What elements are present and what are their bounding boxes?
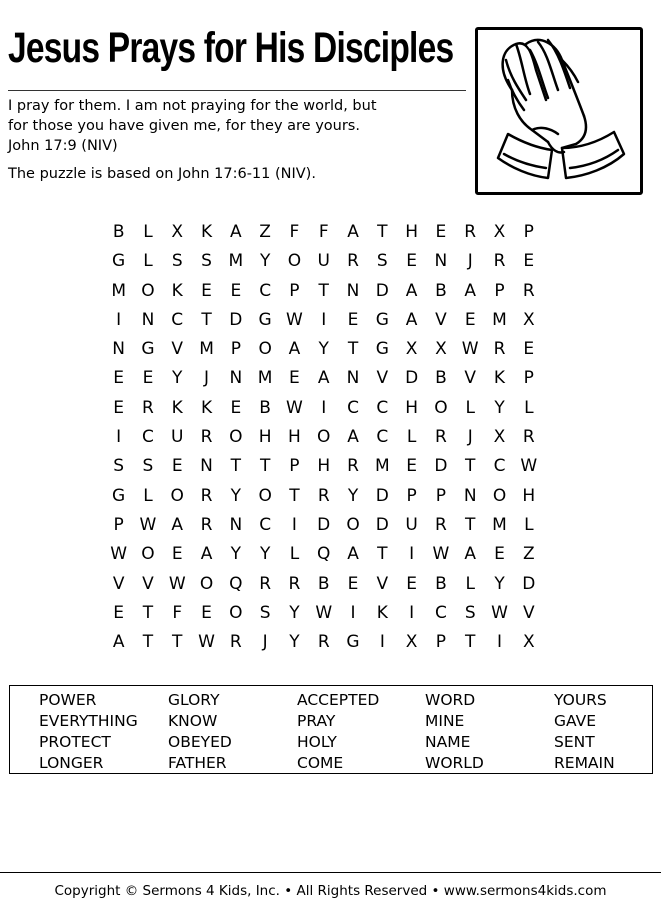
grid-letter: O (258, 485, 272, 506)
grid-letter: M (492, 514, 507, 535)
grid-letter: A (347, 544, 359, 565)
grid-letter: A (464, 544, 477, 565)
grid-letter: M (228, 251, 244, 272)
grid-letter: X (493, 427, 506, 448)
grid-letter: Y (494, 573, 505, 594)
grid-letter: Z (522, 544, 535, 565)
grid-letter: O (434, 397, 448, 418)
grid-letter: D (375, 514, 389, 535)
word-bank (9, 685, 653, 774)
grid-letter: I (497, 632, 503, 653)
word-bank-item: EVERYTHING (39, 712, 138, 730)
grid-letter: L (465, 397, 475, 418)
grid-letter: H (258, 427, 272, 448)
grid-letter: O (317, 427, 331, 448)
grid-letter: A (171, 514, 184, 535)
word-bank-item: ACCEPTED (297, 691, 380, 709)
grid-letter: R (200, 514, 213, 535)
grid-letter: E (523, 339, 535, 360)
grid-letter: D (229, 309, 243, 330)
grid-letter: Y (259, 251, 271, 272)
grid-letter: X (405, 339, 418, 360)
grid-letter: M (199, 339, 214, 360)
grid-letter: I (379, 632, 385, 653)
word-bank-item: LONGER (39, 754, 104, 772)
grid-row (104, 220, 543, 249)
grid-letter: V (464, 368, 477, 389)
verse-block (8, 96, 478, 156)
word-bank-item: FATHER (168, 754, 227, 772)
grid-letter: G (112, 485, 126, 506)
grid-letter: C (259, 514, 272, 535)
grid-letter: S (171, 251, 183, 272)
grid-letter: R (347, 456, 359, 477)
grid-letter: G (141, 339, 155, 360)
grid-letter: S (464, 602, 476, 623)
grid-row (104, 601, 543, 630)
grid-letter: O (199, 573, 214, 594)
grid-letter: X (405, 632, 418, 653)
grid-letter: I (291, 514, 297, 535)
word-bank-item: PRAY (297, 712, 336, 730)
grid-letter: I (321, 309, 327, 330)
grid-letter: W (286, 397, 303, 418)
grid-letter: Q (229, 573, 243, 594)
grid-letter: B (259, 397, 271, 418)
grid-letter: V (376, 573, 389, 594)
grid-letter: G (346, 632, 360, 653)
grid-row (104, 513, 543, 542)
grid-letter: W (432, 544, 450, 565)
grid-letter: T (230, 456, 242, 477)
word-bank-item: WORD (425, 691, 476, 709)
grid-letter: R (200, 427, 213, 448)
grid-letter: X (171, 222, 184, 242)
grid-letter: K (171, 397, 183, 418)
word-bank-item: SENT (554, 733, 595, 751)
grid-letter: X (493, 222, 506, 242)
grid-letter: U (171, 427, 184, 448)
grid-letter: R (142, 397, 154, 418)
grid-letter: W (520, 456, 538, 477)
grid-letter: P (230, 339, 241, 360)
grid-letter: W (198, 632, 215, 653)
grid-letter: X (522, 632, 535, 653)
grid-letter: I (116, 309, 122, 330)
grid-letter: L (143, 251, 153, 272)
grid-row (104, 249, 543, 278)
grid-letter: R (317, 632, 330, 653)
grid-letter: A (347, 222, 359, 242)
grid-letter: P (289, 280, 300, 301)
grid-letter: D (434, 456, 448, 477)
grid-letter: E (347, 309, 359, 330)
grid-letter: A (317, 368, 330, 389)
word-bank-item: KNOW (168, 712, 218, 730)
grid-letter: W (168, 573, 186, 594)
grid-letter: K (171, 280, 183, 301)
grid-letter: L (465, 573, 475, 594)
grid-letter: F (318, 222, 329, 242)
grid-letter: B (112, 222, 125, 242)
grid-letter: Y (289, 602, 300, 623)
grid-letter: V (142, 573, 154, 594)
grid-letter: T (259, 456, 271, 477)
grid-letter: E (113, 368, 125, 389)
grid-letter: L (143, 485, 153, 506)
grid-letter: M (492, 309, 507, 330)
grid-letter: C (142, 427, 154, 448)
grid-letter: U (317, 251, 330, 272)
grid-letter: G (375, 339, 389, 360)
grid-letter: M (111, 280, 126, 301)
grid-letter: P (435, 632, 447, 653)
based-on-note: The puzzle is based on John 17:6-11 (NIV). (8, 166, 316, 182)
grid-letter: L (524, 514, 534, 535)
grid-letter: T (289, 485, 300, 506)
grid-letter: V (435, 309, 447, 330)
grid-row (104, 484, 543, 513)
grid-letter: N (229, 368, 243, 389)
grid-letter: O (141, 544, 155, 565)
footer-divider (0, 872, 661, 873)
grid-letter: N (229, 514, 243, 535)
grid-letter: T (465, 632, 476, 653)
grid-letter: W (491, 602, 508, 623)
grid-letter: P (406, 485, 417, 506)
grid-letter: E (494, 544, 505, 565)
word-bank-item: MINE (425, 712, 465, 730)
grid-letter: E (347, 573, 359, 594)
grid-letter: O (287, 251, 302, 272)
grid-letter: V (376, 368, 389, 389)
grid-letter: A (464, 280, 477, 301)
grid-letter: E (523, 251, 535, 272)
grid-letter: B (435, 280, 447, 301)
grid-letter: R (493, 251, 506, 272)
grid-letter: V (112, 573, 125, 594)
grid-letter: E (230, 397, 242, 418)
grid-letter: P (289, 456, 300, 477)
grid-letter: H (405, 397, 419, 418)
word-bank-item: COME (297, 754, 344, 772)
grid-letter: S (142, 456, 154, 477)
grid-letter: R (259, 573, 272, 594)
grid-letter: D (317, 514, 331, 535)
grid-letter: E (406, 456, 417, 477)
grid-letter: S (201, 251, 212, 272)
grid-letter: V (522, 602, 535, 623)
grid-letter: Y (259, 544, 271, 565)
grid-letter: I (116, 427, 122, 448)
grid-letter: E (406, 251, 417, 272)
grid-letter: N (346, 368, 360, 389)
grid-letter: T (201, 309, 212, 330)
grid-letter: K (376, 602, 388, 623)
grid-letter: A (200, 544, 213, 565)
grid-letter: W (139, 514, 157, 535)
grid-letter: R (435, 427, 447, 448)
grid-letter: S (376, 251, 388, 272)
grid-letter: D (375, 485, 389, 506)
grid-letter: W (315, 602, 333, 623)
grid-letter: G (258, 309, 272, 330)
grid-letter: A (230, 222, 242, 242)
grid-letter: N (346, 280, 360, 301)
grid-letter: W (461, 339, 479, 360)
word-bank-item: GAVE (554, 712, 597, 730)
grid-letter: D (522, 573, 536, 594)
grid-letter: E (113, 397, 125, 418)
grid-letter: L (406, 427, 417, 448)
grid-letter: A (405, 309, 418, 330)
grid-letter: T (142, 632, 154, 653)
word-bank-item: HOLY (297, 733, 337, 751)
grid-letter: T (142, 602, 154, 623)
grid-letter: E (113, 602, 125, 623)
grid-letter: L (524, 397, 534, 418)
grid-row (104, 542, 543, 571)
grid-letter: C (376, 427, 389, 448)
grid-letter: B (317, 573, 330, 594)
grid-letter: M (257, 368, 273, 389)
grid-letter: E (406, 573, 417, 594)
page-title: Jesus Prays for His Disciples (8, 24, 454, 72)
grid-letter: T (318, 280, 329, 301)
grid-letter: F (172, 602, 183, 623)
grid-letter: X (435, 339, 447, 360)
grid-letter: J (467, 251, 473, 272)
grid-letter: K (200, 397, 213, 418)
grid-letter: L (143, 222, 153, 242)
grid-letter: O (258, 339, 272, 360)
word-bank-item: YOURS (554, 691, 607, 709)
grid-letter: U (405, 514, 418, 535)
grid-letter: I (321, 397, 327, 418)
grid-letter: Y (289, 632, 300, 653)
grid-letter: W (286, 309, 303, 330)
grid-letter: E (230, 280, 242, 301)
grid-letter: R (522, 280, 535, 301)
grid-letter: M (374, 456, 390, 477)
grid-letter: S (259, 602, 271, 623)
word-bank-column (39, 690, 138, 774)
grid-letter: K (493, 368, 506, 389)
grid-letter: J (467, 427, 473, 448)
grid-letter: N (112, 339, 125, 360)
grid-letter: N (434, 251, 448, 272)
grid-letter: Q (317, 544, 331, 565)
grid-letter: Y (230, 485, 242, 506)
grid-row (104, 279, 543, 308)
word-bank-column (425, 690, 484, 774)
grid-letter: C (171, 309, 184, 330)
grid-letter: P (113, 514, 124, 535)
grid-letter: O (141, 280, 155, 301)
grid-letter: T (377, 544, 388, 565)
grid-letter: R (200, 485, 213, 506)
verse-reference: John 17:9 (NIV) (8, 138, 118, 154)
grid-letter: C (434, 602, 447, 623)
grid-letter: R (435, 514, 447, 535)
word-bank-item: OBEYED (168, 733, 232, 751)
grid-letter: P (494, 280, 505, 301)
grid-letter: A (405, 280, 418, 301)
grid-letter: O (229, 602, 243, 623)
copyright-footer: Copyright © Sermons 4 Kids, Inc. • All Rights Reserved • www.sermons4kids.com (54, 883, 607, 899)
grid-letter: E (171, 544, 183, 565)
grid-letter: O (170, 485, 184, 506)
grid-letter: J (262, 632, 268, 653)
grid-letter: N (200, 456, 213, 477)
grid-letter: R (317, 485, 330, 506)
word-bank-item: REMAIN (554, 754, 615, 772)
grid-letter: Y (494, 397, 505, 418)
grid-letter: T (465, 456, 476, 477)
grid-letter: R (493, 339, 506, 360)
word-bank-item: NAME (425, 733, 471, 751)
word-bank-item: PROTECT (39, 733, 111, 751)
grid-row (104, 454, 543, 483)
grid-row (104, 396, 543, 425)
grid-letter: R (229, 632, 242, 653)
grid-letter: E (171, 456, 183, 477)
grid-letter: S (113, 456, 125, 477)
grid-letter: T (172, 632, 183, 653)
grid-letter: W (110, 544, 128, 565)
grid-letter: N (141, 309, 155, 330)
grid-letter: C (347, 397, 359, 418)
grid-row (104, 630, 543, 659)
grid-letter: O (346, 514, 360, 535)
grid-row (104, 337, 543, 366)
grid-letter: E (435, 222, 447, 242)
grid-letter: T (347, 339, 359, 360)
grid-letter: C (493, 456, 506, 477)
grid-letter: K (200, 222, 213, 242)
grid-letter: R (464, 222, 477, 242)
grid-letter: E (142, 368, 154, 389)
grid-letter: I (409, 544, 415, 565)
grid-letter: A (112, 632, 125, 653)
word-bank-column (554, 690, 615, 774)
grid-letter: G (112, 251, 126, 272)
grid-letter: H (405, 222, 419, 242)
grid-letter: R (347, 251, 359, 272)
word-bank-item: POWER (39, 691, 97, 709)
grid-letter: B (435, 573, 447, 594)
grid-letter: L (289, 544, 300, 565)
grid-letter: H (522, 485, 536, 506)
grid-letter: O (492, 485, 507, 506)
grid-row (104, 308, 543, 337)
grid-letter: J (204, 368, 210, 389)
grid-letter: D (405, 368, 419, 389)
grid-row (104, 366, 543, 395)
grid-letter: P (435, 485, 447, 506)
word-bank-column (168, 690, 232, 774)
grid-letter: C (259, 280, 272, 301)
grid-letter: C (376, 397, 389, 418)
grid-letter: Z (259, 222, 271, 242)
grid-letter: V (171, 339, 184, 360)
grid-letter: E (464, 309, 476, 330)
word-bank-column (297, 690, 379, 774)
grid-letter: E (289, 368, 300, 389)
grid-row (104, 572, 543, 601)
grid-letter: T (377, 222, 388, 242)
grid-letter: X (522, 309, 535, 330)
grid-letter: I (350, 602, 356, 623)
word-bank-item: WORLD (425, 754, 484, 772)
grid-row (104, 425, 543, 454)
grid-letter: R (522, 427, 535, 448)
grid-letter: Y (318, 339, 329, 360)
grid-letter: E (201, 280, 212, 301)
grid-letter: Y (172, 368, 183, 389)
grid-letter: H (317, 456, 331, 477)
grid-letter: Y (230, 544, 242, 565)
praying-hands-icon (475, 27, 643, 195)
grid-letter: G (375, 309, 389, 330)
grid-letter: E (201, 602, 212, 623)
grid-letter: P (523, 222, 534, 242)
grid-letter: A (347, 427, 359, 448)
word-search-grid (104, 220, 543, 659)
grid-letter: I (409, 602, 415, 623)
word-bank-item: GLORY (168, 691, 220, 709)
grid-letter: R (288, 573, 301, 594)
grid-letter: T (465, 514, 476, 535)
grid-letter: P (523, 368, 534, 389)
title-divider (8, 90, 466, 91)
grid-letter: B (435, 368, 447, 389)
verse-line: for those you have given me, for they are yours. (8, 118, 360, 134)
grid-letter: Y (347, 485, 359, 506)
grid-letter: O (229, 427, 243, 448)
grid-letter: D (375, 280, 389, 301)
grid-letter: A (288, 339, 301, 360)
verse-line: I pray for them. I am not praying for the world, but (8, 98, 377, 114)
grid-letter: N (463, 485, 477, 506)
grid-letter: H (288, 427, 301, 448)
grid-letter: F (289, 222, 300, 242)
